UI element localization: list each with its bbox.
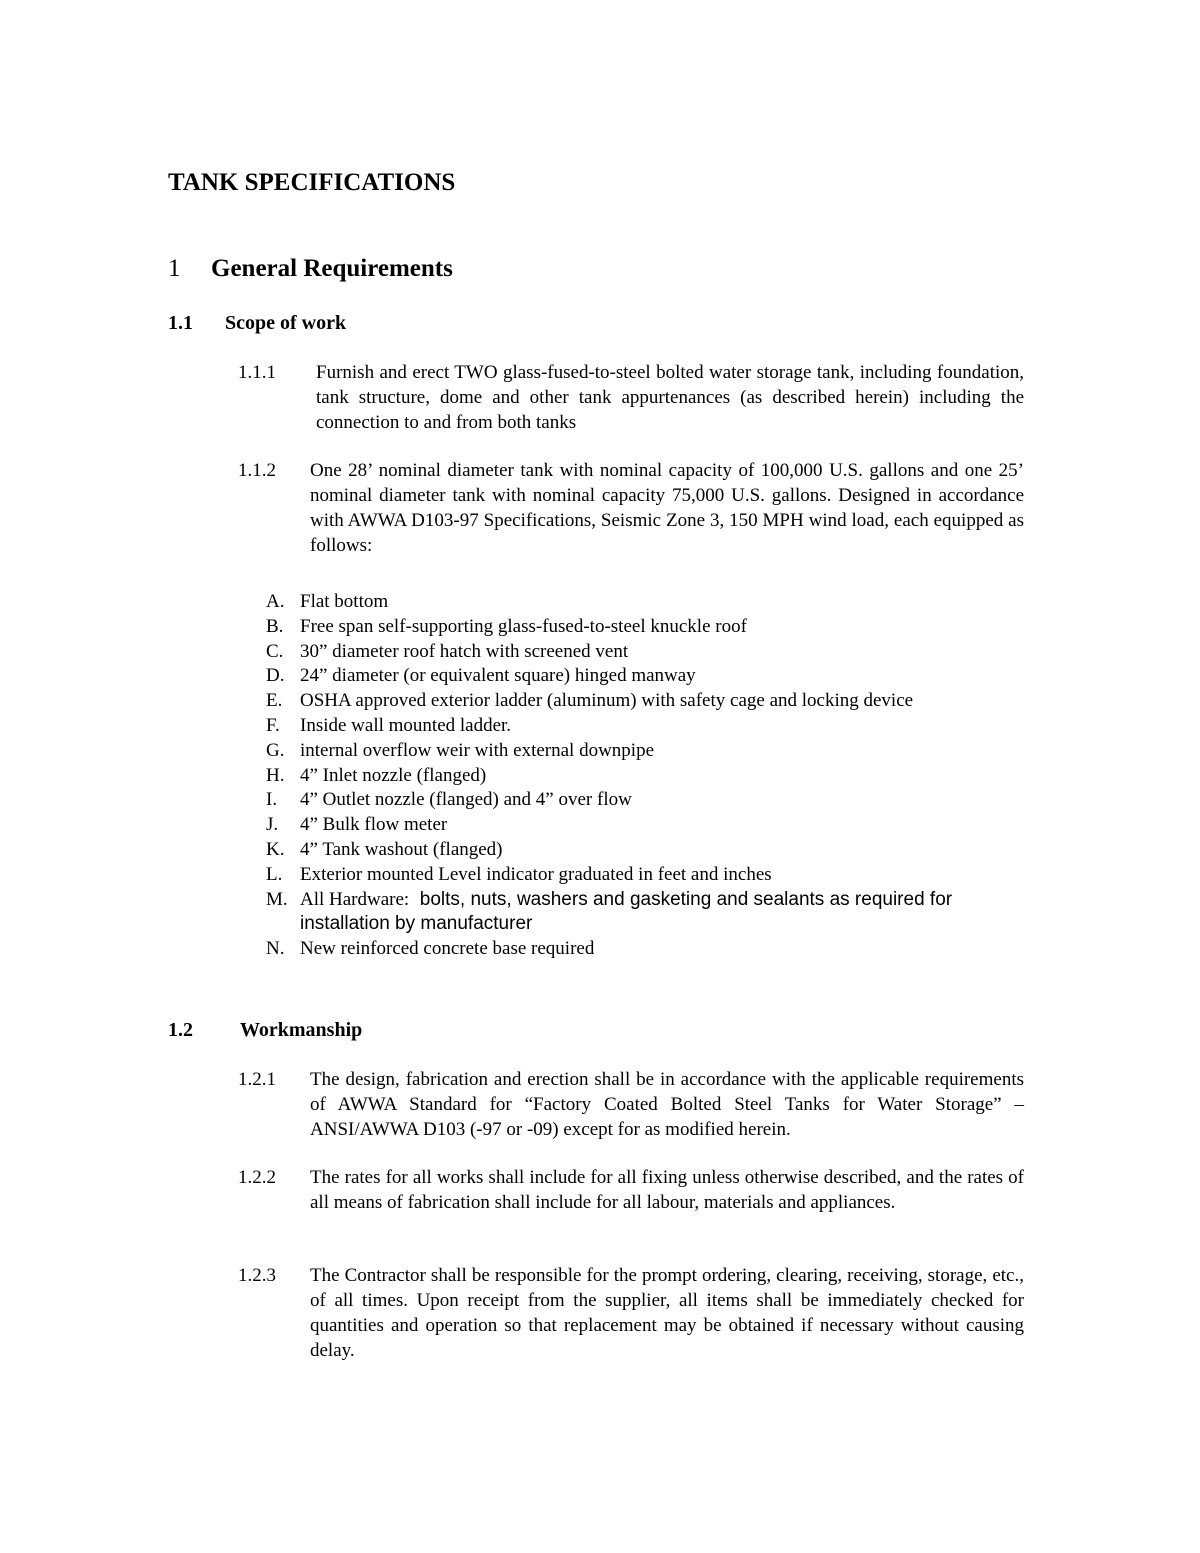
list-item: F. Inside wall mounted ladder. bbox=[266, 714, 512, 736]
list-item: L. Exterior mounted Level indicator graduated in feet and inches bbox=[266, 863, 772, 885]
list-item: M. All Hardware: bolts, nuts, washers and gasketing and sealants as required for installation by manufacturer bbox=[266, 888, 953, 935]
document-title: TANK SPECIFICATIONS bbox=[168, 169, 456, 196]
subsection-title: Scope of work bbox=[225, 312, 347, 334]
clause-number: 1.1.1 bbox=[238, 362, 276, 383]
clause-text: The rates for all works shall include for all fixing unless otherwise described, and the rates of all means of fabrication shall include for all labour, materials and appliances. bbox=[310, 1167, 1024, 1213]
subsection-title: Workmanship bbox=[240, 1019, 363, 1041]
section-number: 1 bbox=[168, 255, 181, 282]
list-item: D. 24” diameter (or equivalent square) hinged manway bbox=[266, 665, 696, 687]
clause-number: 1.1.2 bbox=[238, 460, 276, 481]
subsection-heading-scope-of-work bbox=[168, 310, 346, 336]
list-item: H. 4” Inlet nozzle (flanged) bbox=[266, 764, 487, 786]
list-item: B. Free span self-supporting glass-fused-to-steel knuckle roof bbox=[266, 615, 747, 637]
clause-1-2-2 bbox=[238, 1165, 1024, 1215]
clause-1-2-1 bbox=[238, 1067, 1024, 1142]
list-item: K. 4” Tank washout (flanged) bbox=[266, 838, 503, 860]
clause-1-1-2 bbox=[238, 458, 1024, 558]
list-item: G. internal overflow weir with external downpipe bbox=[266, 739, 655, 761]
clause-text: The Contractor shall be responsible for the prompt ordering, clearing, receiving, storage, etc., of all times. Upon receipt from the supplier, all items shall be immediately checked for quantities and operation so that replacement may be obtained if necessary without causing delay. bbox=[310, 1265, 1024, 1361]
list-item: I. 4” Outlet nozzle (flanged) and 4” over flow bbox=[266, 789, 632, 811]
section-heading-general-requirements bbox=[168, 254, 453, 284]
clause-1-2-3 bbox=[238, 1263, 1024, 1363]
clause-text: Furnish and erect TWO glass-fused-to-steel bolted water storage tank, including foundation, tank structure, dome and other tank appurtenances (as described herein) including the connection to and from both tanks bbox=[316, 362, 1024, 433]
list-item: E. OSHA approved exterior ladder (aluminum) with safety cage and locking device bbox=[266, 690, 914, 712]
clause-1-1-1 bbox=[238, 360, 1024, 435]
subsection-number: 1.1 bbox=[168, 312, 193, 334]
list-item: N. New reinforced concrete base required bbox=[266, 938, 595, 960]
subsection-heading-workmanship bbox=[168, 1017, 362, 1043]
clause-number: 1.2.2 bbox=[238, 1167, 276, 1188]
list-item: J. 4” Bulk flow meter bbox=[266, 814, 448, 836]
subsection-number: 1.2 bbox=[168, 1019, 193, 1041]
clause-number: 1.2.1 bbox=[238, 1069, 276, 1090]
clause-number: 1.2.3 bbox=[238, 1265, 276, 1286]
list-item: C. 30” diameter roof hatch with screened vent bbox=[266, 640, 629, 662]
clause-text: The design, fabrication and erection shall be in accordance with the applicable requirements of AWWA Standard for “Factory Coated Bolted Steel Tanks for Water Storage” – ANSI/AWWA D103 (-97 or -09) except for as modified herein. bbox=[310, 1069, 1024, 1140]
equipment-list bbox=[266, 590, 1026, 962]
section-title: General Requirements bbox=[211, 255, 453, 282]
clause-text: One 28’ nominal diameter tank with nominal capacity of 100,000 U.S. gallons and one 25’ nominal diameter tank with nominal capacity 75,000 U.S. gallons. Designed in accordance with AWWA D103-97 Specifications, Seismic Zone 3, 150 MPH wind load, each equipped as follows: bbox=[310, 460, 1024, 556]
list-item: A. Flat bottom bbox=[266, 591, 389, 612]
